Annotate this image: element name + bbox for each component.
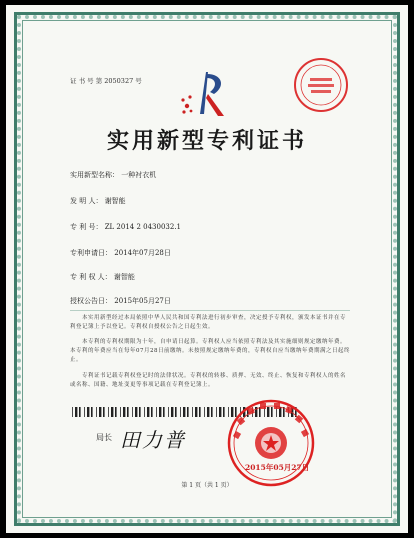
inventor-label: 发 明 人： (70, 197, 103, 205)
paragraph-grant: 本实用新型经过本局依照中华人民共和国专利法进行初步审查，决定授予专利权，颁发本证书并在专利登记簿上予以登记。专利权自授权公告之日起生效。 (70, 315, 347, 330)
utility-model-name-label: 实用新型名称： (70, 171, 119, 179)
paragraph-term: 本专利的专利权期限为十年，自申请日起算。专利权人应当依照专利法及其实施细则规定缴纳年费。本专利的年费应当在每年07月28日前缴纳。未按照规定缴纳年费的，专利权自应当缴纳年费期满之日起终止。 (70, 339, 351, 363)
sipo-logo-icon (178, 66, 234, 122)
patentee-label: 专 利 权 人： (70, 273, 112, 281)
grant-date-label: 授权公告日： (70, 297, 112, 305)
patentee-value: 谢智能 (113, 273, 135, 281)
certificate-number: 证 书 号 第 2050327 号 (70, 77, 142, 85)
inventor-value: 谢智能 (104, 197, 126, 205)
utility-model-name-row (70, 170, 156, 180)
certificate-title: 实用新型专利证书 (106, 128, 307, 154)
filing-date-row (70, 248, 171, 258)
page-number: 第 1 页（共 1 页） (181, 482, 233, 489)
filing-date-value: 2014年07月28日 (114, 249, 171, 257)
red-seal-icon (292, 56, 350, 114)
director-label: 局长 (96, 433, 112, 442)
grant-date-value: 2015年05月27日 (114, 297, 171, 305)
patent-number-label: 专 利 号： (70, 223, 103, 231)
patent-number-row (70, 222, 181, 232)
director-signature: 田力普 (120, 428, 186, 452)
patent-number-value: ZL 2014 2 0430032.1 (104, 223, 181, 231)
filing-date-label: 专利申请日： (70, 249, 112, 257)
inventor-row (70, 196, 126, 206)
seal-date: 2015年05月27日 (245, 463, 310, 472)
utility-model-name-value: 一种衬衣机 (121, 171, 157, 179)
section-divider (70, 310, 350, 311)
patentee-row (70, 272, 135, 282)
grant-date-row (70, 296, 171, 306)
paragraph-legal-status: 专利证书记载专利权登记时的法律状况。专利权的转移、质押、无效、终止、恢复和专利权人的姓名或名称、国籍、地址变更等事项记载在专利登记簿上。 (70, 373, 347, 388)
national-emblem-seal-icon (226, 398, 316, 488)
